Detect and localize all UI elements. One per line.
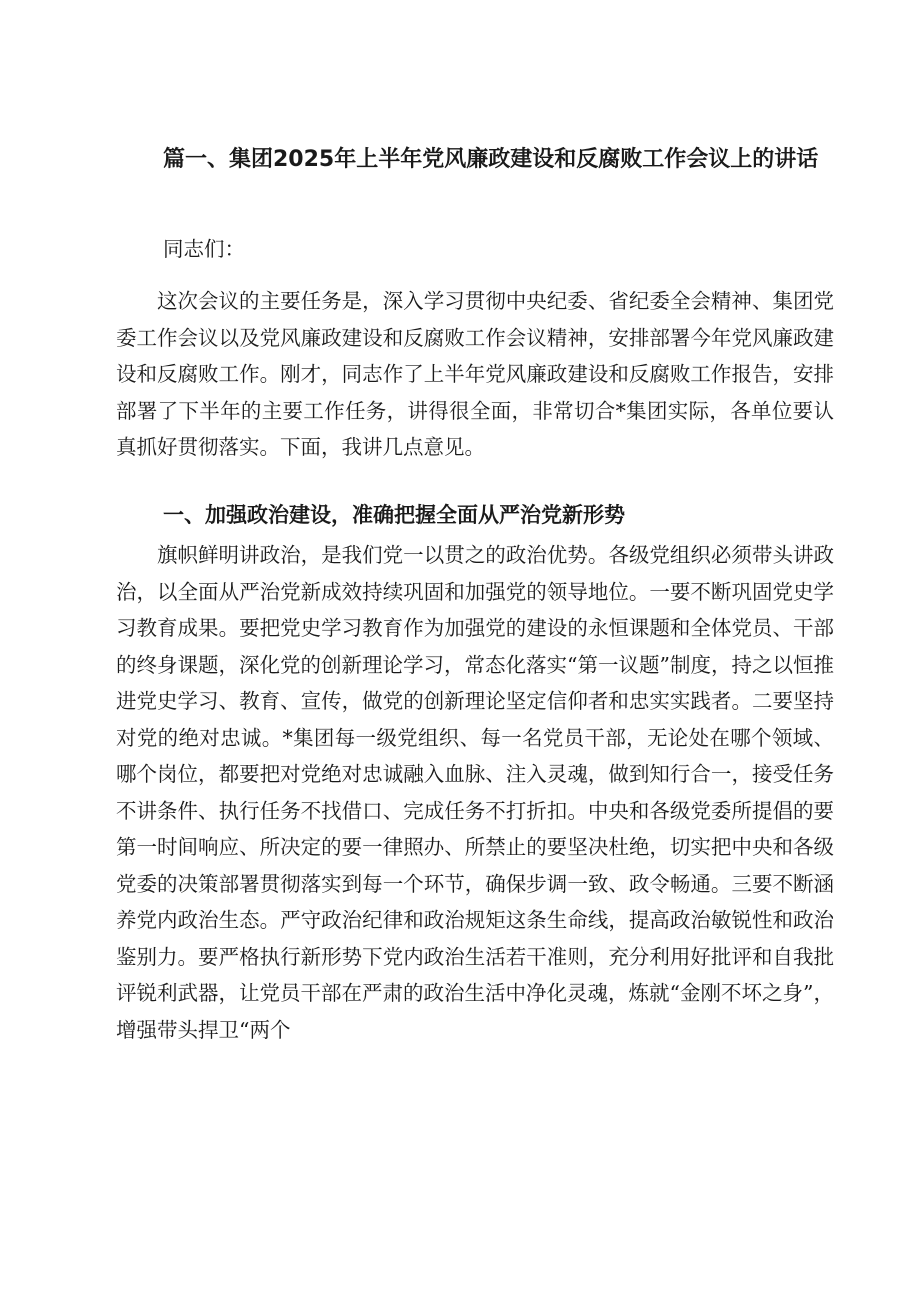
section-heading-1: 一、加强政治建设，准确把握全面从严治党新形势 — [163, 503, 625, 527]
paragraph-section-1: 旗帜鲜明讲政治，是我们党一以贯之的政治优势。各级党组织必须带头讲政治，以全面从严治党新成效持续巩固和加强党的领导地位。一要不断巩固党史学习教育成果。要把党史学习教育作为加强党的建设的永恒课题和全体党员、干部的终身课题，深化党的创新理论学习，常态化落实“第一议题”制度，持之以恒推进党史学习、教育、宣传，做党的创新理论坚定信仰者和忠实实践者。二要坚持对党的绝对忠诚。*集团每一级党组织、每一名党员干部，无论处在哪个领域、哪个岗位，都要把对党绝对忠诚融入血脉、注入灵魂，做到知行合一，接受任务不讲条件、执行任务不找借口、完成任务不打折扣。中央和各级党委所提倡的要第一时间响应、所决定的要一律照办、所禁止的要坚决杜绝，切实把中央和各级党委的决策部署贯彻落实到每一个环节，确保步调一致、政令畅通。三要不断涵养党内政治生态。严守政治纪律和政治规矩这条生命线，提高政治敏锐性和政治鉴别力。要严格执行新形势下党内政治生活若干准则，充分利用好批评和自我批评锐利武器，让党员干部在严肃的政治生活中净化灵魂，炼就“金刚不坏之身”，增强带头捍卫“两个 — [116, 543, 834, 1042]
document-title: 篇一、集团2025年上半年党风廉政建设和反腐败工作会议上的讲话 — [163, 147, 819, 172]
salutation: 同志们： — [163, 237, 245, 261]
paragraph-intro: 这次会议的主要任务是，深入学习贯彻中央纪委、省纪委全会精神、集团党委工作会议以及党风廉政建设和反腐败工作会议精神，安排部署今年党风廉政建设和反腐败工作。刚才，同志作了上半年党风廉政建设和反腐败工作报告，安排部署了下半年的主要工作任务，讲得很全面，非常切合*集团实际，各单位要认真抓好贯彻落实。下面，我讲几点意见。 — [116, 289, 834, 459]
